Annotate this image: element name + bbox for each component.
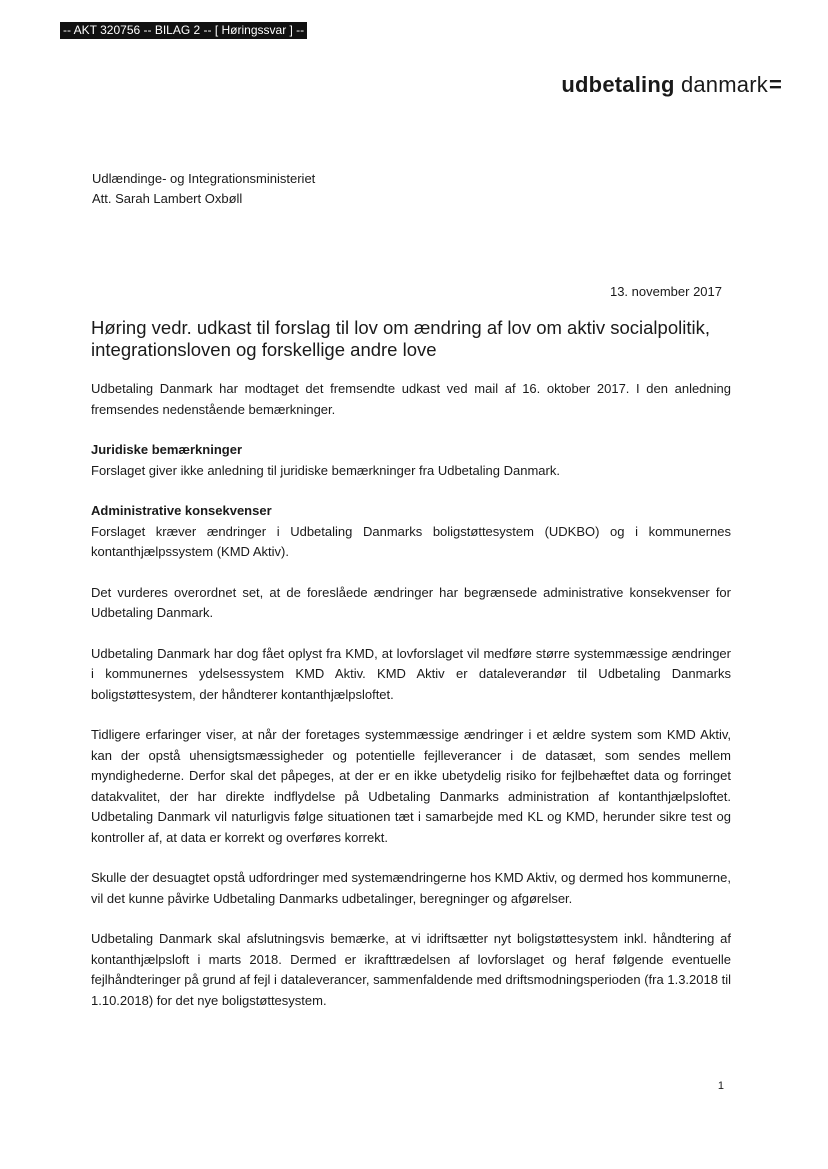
admin-paragraph-2: Det vurderes overordnet set, at de foreslåede ændringer har begrænsede administrative konsekvenser for Udbetaling Danmark. bbox=[91, 584, 731, 620]
logo-equals-mark: = bbox=[768, 72, 782, 97]
intro-paragraph: Udbetaling Danmark har modtaget det fremsendte udkast ved mail af 16. oktober 2017. I den anledning fremsendes nedenstående bemærkninger. bbox=[91, 381, 731, 417]
legal-heading: Juridiske bemærkninger bbox=[91, 442, 242, 457]
page-number: 1 bbox=[717, 1080, 724, 1092]
admin-paragraph-6: Udbetaling Danmark skal afslutningsvis bemærke, at vi idriftsætter nyt boligstøttesystem inkl. håndtering af kontanthjælpsloft i marts 2018. Dermed er ikrafttrædelsen af lovforslaget og heraf følgende eventuelle fejlhåndteringer på grund af fejl i dataleverancer, sammenfaldende med driftsmodningsperioden (fra 1.3.2018 til 1.10.2018) for det nye boligstøttesystem. bbox=[91, 931, 731, 1008]
company-logo bbox=[561, 72, 782, 98]
letter-title: Høring vedr. udkast til forslag til lov om ændring af lov om aktiv socialpolitik, integrationsloven og forskellige andre love bbox=[91, 317, 710, 360]
logo-word-danmark: danmark bbox=[680, 72, 768, 97]
letter-body bbox=[91, 379, 731, 1031]
admin-paragraph-5: Skulle der desuagtet opstå udfordringer med systemændringerne hos KMD Aktiv, og dermed hos kommunerne, vil det kunne påvirke Udbetaling Danmarks udbetalinger, beregninger og afgørelser. bbox=[91, 870, 731, 906]
legal-paragraph: Forslaget giver ikke anledning til juridiske bemærkninger fra Udbetaling Danmark. bbox=[91, 462, 560, 478]
letter-date: 13. november 2017 bbox=[609, 284, 722, 299]
admin-paragraph-3: Udbetaling Danmark har dog fået oplyst fra KMD, at lovforslaget vil medføre større systemmæssige ændringer i kommunernes ydelsessystem KMD Aktiv. KMD Aktiv er dataleverandør til Udbetaling Danmarks boligstøttesystem, der håndterer kontanthjælpsloftet. bbox=[91, 645, 731, 702]
recipient-attention: Att. Sarah Lambert Oxbøll bbox=[92, 191, 243, 206]
admin-paragraph-1: Forslaget kræver ændringer i Udbetaling Danmarks boligstøttesystem (UDKBO) og i kommunernes kontanthjælpssystem (KMD Aktiv). bbox=[91, 523, 731, 559]
admin-paragraph-4: Tidligere erfaringer viser, at når der foretages systemmæssige ændringer i et ældre system som KMD Aktiv, kan der opstå uhensigtsmæssigheder og potentielle fejlleverancer i de datasæt, som sendes mellem myndighederne. Derfor skal det påpeges, at der er en ikke ubetydelig risiko for fejlbehæftet data og forringet datakvalitet, der har direkte indflydelse på Udbetaling Danmarks administration af kontanthjælpsloftet. Udbetaling Danmark vil naturligvis følge situationen tæt i samarbejde med KL og KMD, herunder sikre test og kontroller af, at data er korrekt og overføres korrekt. bbox=[91, 727, 731, 845]
logo-word-udbetaling: udbetaling bbox=[561, 72, 675, 97]
admin-heading: Administrative konsekvenser bbox=[91, 503, 272, 518]
recipient-address bbox=[92, 169, 315, 209]
recipient-organization: Udlændinge- og Integrationsministeriet bbox=[92, 171, 316, 186]
document-stamp: -- AKT 320756 -- BILAG 2 -- [ Høringssvar ] -- bbox=[60, 22, 307, 39]
